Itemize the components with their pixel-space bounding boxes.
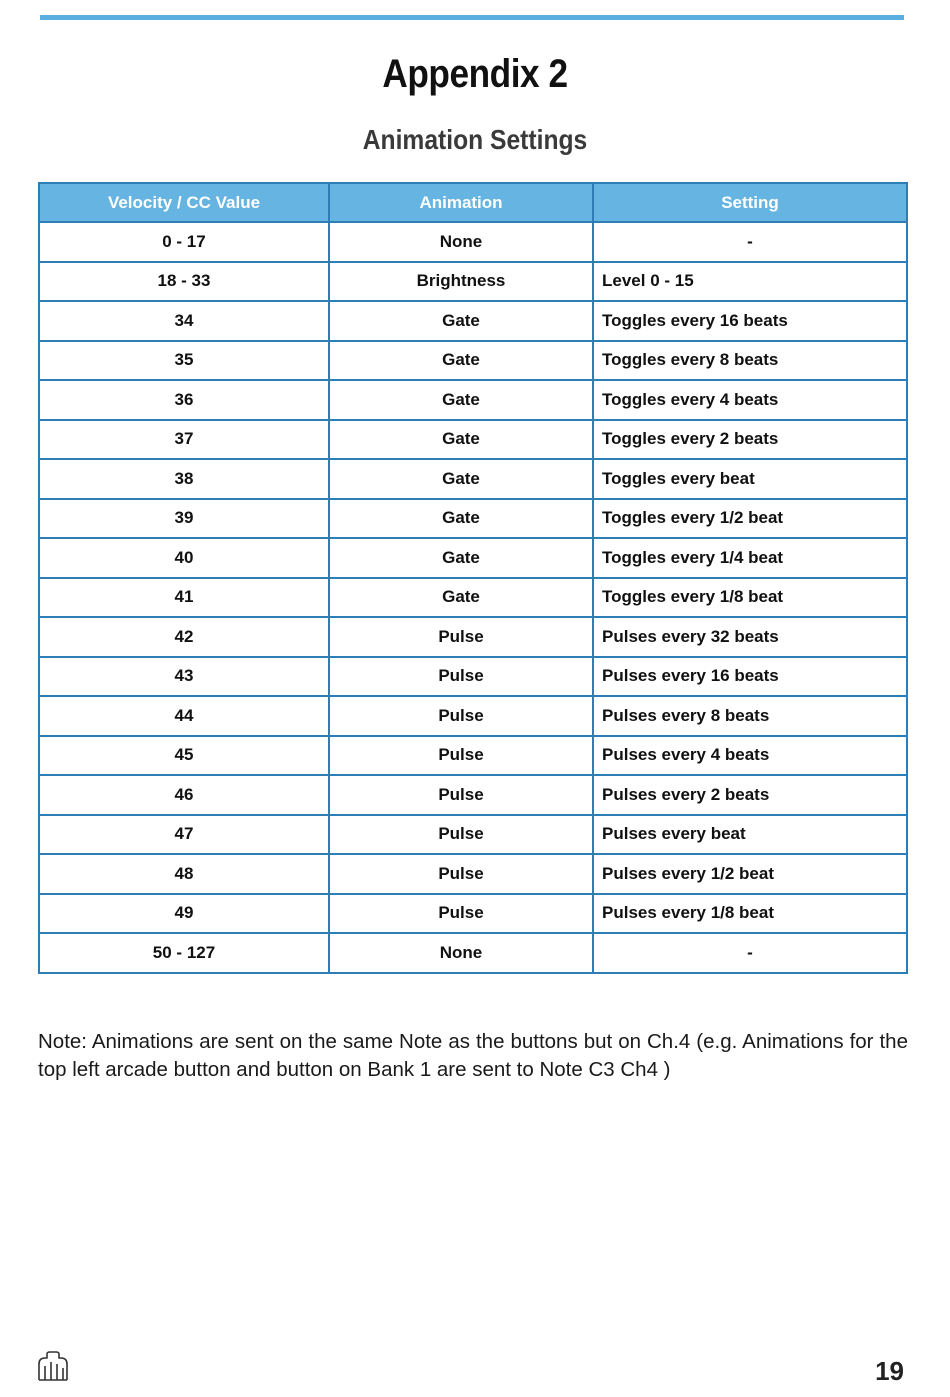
cell-velocity: 43: [39, 657, 329, 697]
cell-velocity: 38: [39, 459, 329, 499]
cell-animation: Pulse: [329, 815, 593, 855]
cell-velocity: 35: [39, 341, 329, 381]
table-row: [39, 775, 907, 815]
table-row: [39, 459, 907, 499]
cell-animation: Pulse: [329, 775, 593, 815]
cell-animation: Pulse: [329, 696, 593, 736]
cell-setting: -: [593, 933, 907, 973]
cell-setting: Pulses every 1/2 beat: [593, 854, 907, 894]
cell-velocity: 42: [39, 617, 329, 657]
cell-animation: Gate: [329, 459, 593, 499]
column-header-velocity: Velocity / CC Value: [39, 183, 329, 222]
cell-animation: Pulse: [329, 894, 593, 934]
cell-setting: Pulses every 16 beats: [593, 657, 907, 697]
section-subtitle: Animation Settings: [362, 124, 588, 155]
cell-setting: Pulses every beat: [593, 815, 907, 855]
cell-velocity: 44: [39, 696, 329, 736]
cell-setting: Pulses every 2 beats: [593, 775, 907, 815]
table-row: [39, 696, 907, 736]
cell-velocity: 45: [39, 736, 329, 776]
table-row: [39, 262, 907, 302]
cell-velocity: 49: [39, 894, 329, 934]
footnote-text: Note: Animations are sent on the same Note as the buttons but on Ch.4 (e.g. Animations for the top left arcade button and button on Bank 1 are sent to Note C3 Ch4 ): [38, 1030, 908, 1081]
table-row: [39, 420, 907, 460]
cell-velocity: 36: [39, 380, 329, 420]
cell-setting: Pulses every 4 beats: [593, 736, 907, 776]
cell-animation: Brightness: [329, 262, 593, 302]
table-row: [39, 657, 907, 697]
cell-animation: Gate: [329, 538, 593, 578]
cell-animation: Pulse: [329, 617, 593, 657]
animation-settings-table: [38, 182, 908, 974]
cell-animation: Pulse: [329, 657, 593, 697]
table-row: [39, 854, 907, 894]
cell-setting: Toggles every beat: [593, 459, 907, 499]
cell-velocity: 39: [39, 499, 329, 539]
table-row: [39, 617, 907, 657]
cell-velocity: 34: [39, 301, 329, 341]
table-row: [39, 301, 907, 341]
cell-velocity: 41: [39, 578, 329, 618]
cell-setting: Pulses every 32 beats: [593, 617, 907, 657]
cell-animation: Gate: [329, 341, 593, 381]
cell-velocity: 47: [39, 815, 329, 855]
cell-setting: Toggles every 1/4 beat: [593, 538, 907, 578]
cell-animation: Pulse: [329, 736, 593, 776]
cell-animation: Gate: [329, 420, 593, 460]
table-row: [39, 736, 907, 776]
cell-animation: Gate: [329, 499, 593, 539]
cell-setting: Pulses every 8 beats: [593, 696, 907, 736]
table-row: [39, 499, 907, 539]
table-row: [39, 578, 907, 618]
cell-velocity: 37: [39, 420, 329, 460]
cell-velocity: 50 - 127: [39, 933, 329, 973]
top-accent-rule: [40, 15, 904, 20]
cell-setting: Toggles every 4 beats: [593, 380, 907, 420]
brand-logo-icon: [37, 1350, 69, 1382]
page-title: Appendix 2: [382, 52, 568, 96]
cell-animation: Gate: [329, 578, 593, 618]
cell-animation: None: [329, 933, 593, 973]
cell-animation: Pulse: [329, 854, 593, 894]
cell-velocity: 18 - 33: [39, 262, 329, 302]
cell-setting: Toggles every 16 beats: [593, 301, 907, 341]
cell-animation: Gate: [329, 380, 593, 420]
cell-setting: -: [593, 222, 907, 262]
cell-setting: Pulses every 1/8 beat: [593, 894, 907, 934]
table-row: [39, 933, 907, 973]
cell-animation: Gate: [329, 301, 593, 341]
table-row: [39, 815, 907, 855]
cell-setting: Toggles every 8 beats: [593, 341, 907, 381]
page-number: 19: [875, 1356, 904, 1386]
table-row: [39, 894, 907, 934]
table-row: [39, 222, 907, 262]
cell-setting: Level 0 - 15: [593, 262, 907, 302]
cell-velocity: 40: [39, 538, 329, 578]
cell-setting: Toggles every 1/8 beat: [593, 578, 907, 618]
cell-velocity: 46: [39, 775, 329, 815]
cell-velocity: 0 - 17: [39, 222, 329, 262]
table-header-row: [39, 183, 907, 222]
table-row: [39, 380, 907, 420]
table-row: [39, 341, 907, 381]
cell-velocity: 48: [39, 854, 329, 894]
cell-animation: None: [329, 222, 593, 262]
cell-setting: Toggles every 2 beats: [593, 420, 907, 460]
cell-setting: Toggles every 1/2 beat: [593, 499, 907, 539]
table-row: [39, 538, 907, 578]
column-header-setting: Setting: [593, 183, 907, 222]
column-header-animation: Animation: [329, 183, 593, 222]
